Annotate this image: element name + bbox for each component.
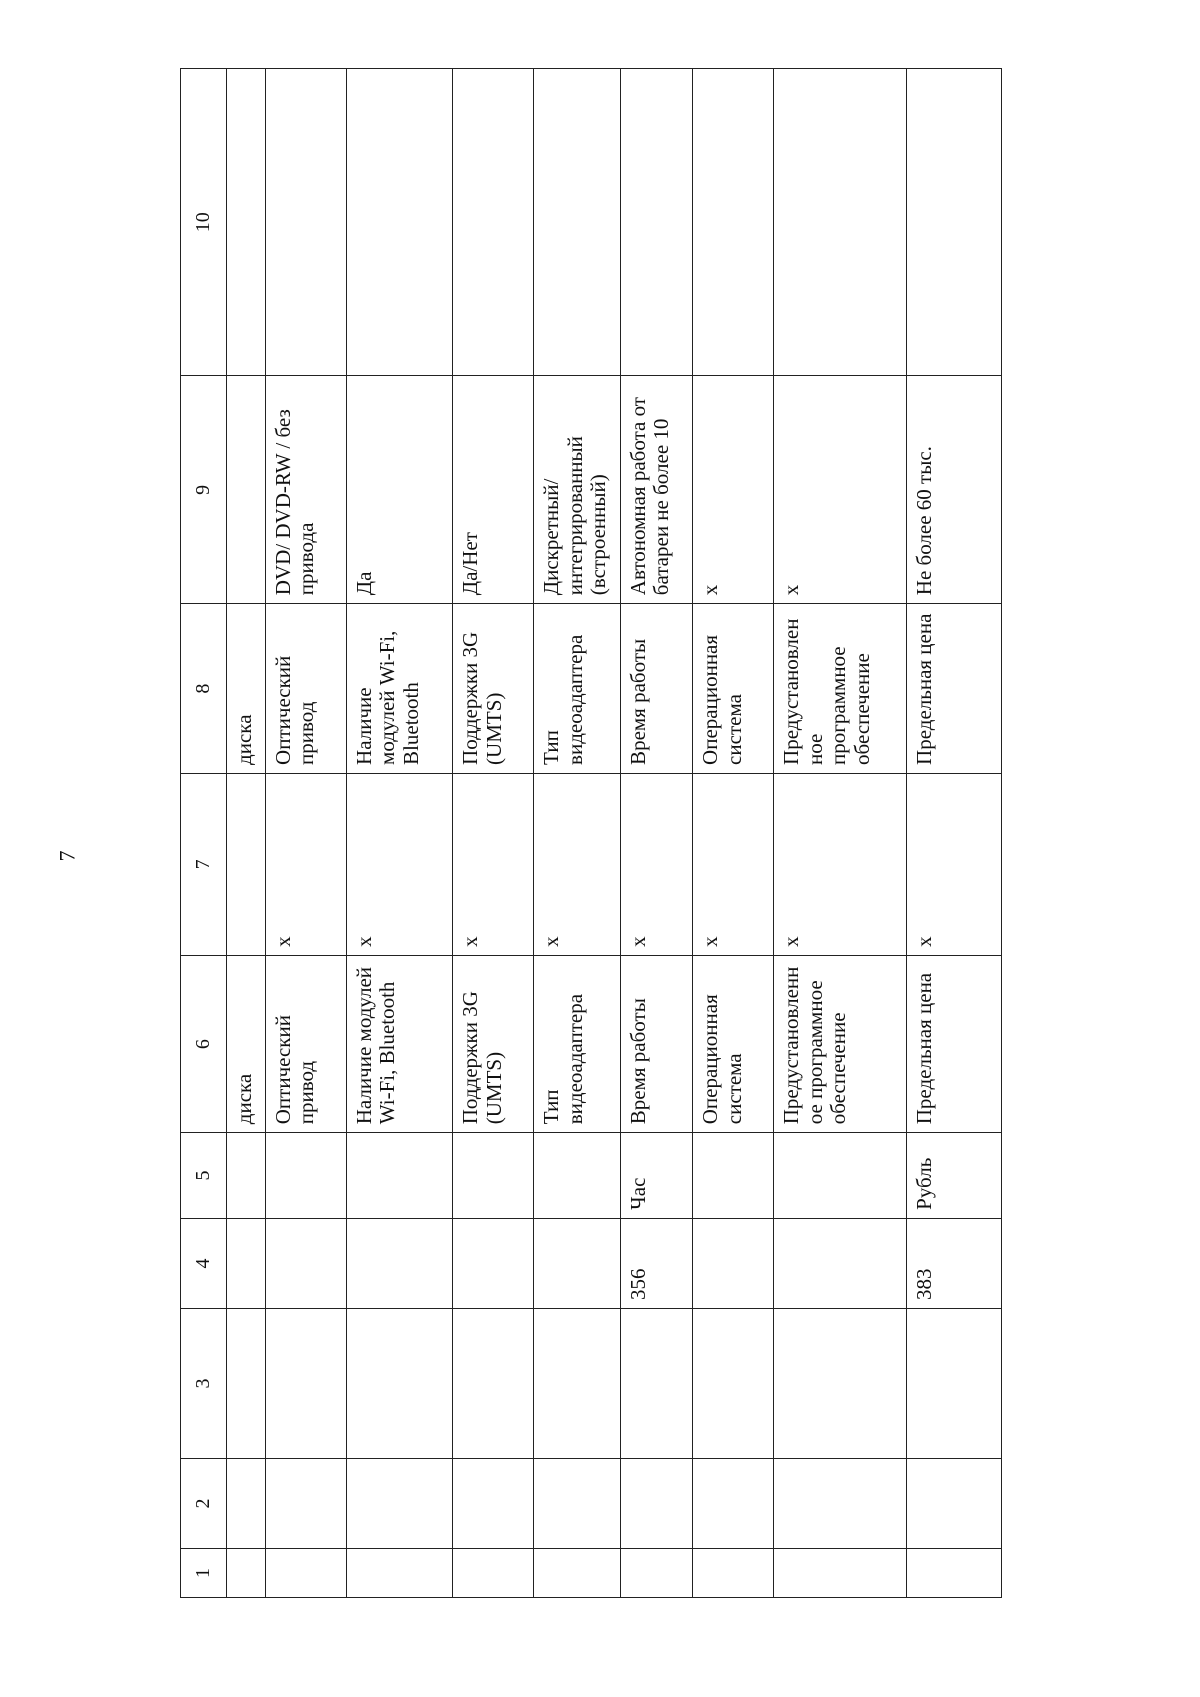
header-cell: 5 [181, 1133, 227, 1219]
table-cell [693, 1458, 774, 1548]
table-cell: х [693, 773, 774, 955]
table-cell: х [774, 773, 907, 955]
table-cell: х [346, 773, 453, 955]
table-cell [620, 69, 693, 376]
table-row [346, 69, 453, 1598]
header-cell: 7 [181, 773, 227, 955]
table-cell [453, 1458, 534, 1548]
header-cell: 8 [181, 604, 227, 774]
table-cell [226, 376, 265, 604]
table-cell [620, 1309, 693, 1459]
table-row [620, 69, 693, 1598]
table-cell: х [774, 376, 907, 604]
table-cell [226, 1458, 265, 1548]
table-cell: Да [346, 376, 453, 604]
table-cell: Предельная цена [906, 604, 1001, 774]
table-cell [453, 1549, 534, 1598]
header-cell: 10 [181, 69, 227, 376]
table-row [774, 69, 907, 1598]
table-cell: 356 [620, 1218, 693, 1308]
table-cell: х [906, 773, 1001, 955]
table-cell [774, 1549, 907, 1598]
table-cell [453, 69, 534, 376]
table-row [534, 69, 621, 1598]
table-cell: Операционная система [693, 955, 774, 1132]
table-cell: Наличие модулей Wi-Fi, Bluetooth [346, 955, 453, 1132]
table-cell: Тип видеоадаптера [534, 955, 621, 1132]
table-cell: х [453, 773, 534, 955]
table-cell: Предустановленное программное обеспечение [774, 955, 907, 1132]
table-cell: Поддержки 3G (UMTS) [453, 955, 534, 1132]
table-cell [534, 1549, 621, 1598]
table-cell [265, 1218, 346, 1308]
table-cell [693, 1549, 774, 1598]
table-row [265, 69, 346, 1598]
table-cell: Операционная система [693, 604, 774, 774]
table-row [453, 69, 534, 1598]
table-cell [265, 1549, 346, 1598]
table-cell [534, 1218, 621, 1308]
table-cell: Тип видеоадаптера [534, 604, 621, 774]
table-cell: диска [226, 955, 265, 1132]
table-cell: 383 [906, 1218, 1001, 1308]
specification-table [180, 68, 1002, 1598]
table-cell [346, 1133, 453, 1219]
table-cell [693, 1133, 774, 1219]
table-cell [453, 1133, 534, 1219]
table-cell [620, 1549, 693, 1598]
table-cell: Час [620, 1133, 693, 1219]
table-cell [774, 1133, 907, 1219]
table-cell [346, 69, 453, 376]
table-cell [693, 69, 774, 376]
table-cell [906, 1549, 1001, 1598]
table-row [226, 69, 265, 1598]
table-cell [226, 1133, 265, 1219]
table-cell: х [693, 376, 774, 604]
table-cell [693, 1309, 774, 1459]
table-cell [226, 1549, 265, 1598]
table-cell: Время работы [620, 604, 693, 774]
table-cell [265, 1458, 346, 1548]
table-cell [265, 1309, 346, 1459]
table-cell [453, 1218, 534, 1308]
table-cell [534, 1133, 621, 1219]
table-cell [226, 1218, 265, 1308]
table-cell: Да/Нет [453, 376, 534, 604]
table-cell [774, 69, 907, 376]
table-cell: диска [226, 604, 265, 774]
header-cell: 9 [181, 376, 227, 604]
table-cell: Время работы [620, 955, 693, 1132]
table-cell: Поддержки 3G (UMTS) [453, 604, 534, 774]
header-cell: 1 [181, 1549, 227, 1598]
table-cell [774, 1458, 907, 1548]
table-cell [226, 69, 265, 376]
table-cell: Не более 60 тыс. [906, 376, 1001, 604]
table-cell [453, 1309, 534, 1459]
table-cell [534, 1458, 621, 1548]
table-cell: Наличие модулей Wi-Fi, Bluetooth [346, 604, 453, 774]
table-cell [906, 1309, 1001, 1459]
table-cell: Предельная цена [906, 955, 1001, 1132]
table-cell: х [534, 773, 621, 955]
page-number: 7 [54, 850, 80, 862]
table-cell: Оптический привод [265, 604, 346, 774]
table-cell [265, 69, 346, 376]
table-cell [906, 1458, 1001, 1548]
table-cell: х [265, 773, 346, 955]
table-cell [346, 1218, 453, 1308]
table-cell: х [620, 773, 693, 955]
table-cell [226, 773, 265, 955]
table-cell: Оптический привод [265, 955, 346, 1132]
header-cell: 2 [181, 1458, 227, 1548]
header-row [181, 69, 227, 1598]
header-cell: 6 [181, 955, 227, 1132]
table-cell [346, 1309, 453, 1459]
table-cell: Предустановленное программное обеспечение [774, 604, 907, 774]
table-cell: DVD/ DVD-RW / без привода [265, 376, 346, 604]
table-cell: Автономная работа от батареи не более 10 [620, 376, 693, 604]
header-cell: 3 [181, 1309, 227, 1459]
table-cell: Дискретный/интегрированный (встроенный) [534, 376, 621, 604]
table-cell [774, 1309, 907, 1459]
table-row [693, 69, 774, 1598]
table-cell [346, 1549, 453, 1598]
header-cell: 4 [181, 1218, 227, 1308]
table-cell [226, 1309, 265, 1459]
table-cell [693, 1218, 774, 1308]
table-cell [774, 1218, 907, 1308]
table-cell [620, 1458, 693, 1548]
table-cell [265, 1133, 346, 1219]
table-cell [346, 1458, 453, 1548]
table-cell [534, 69, 621, 376]
table-cell: Рубль [906, 1133, 1001, 1219]
table-cell [534, 1309, 621, 1459]
table-row [906, 69, 1001, 1598]
table-cell [906, 69, 1001, 376]
